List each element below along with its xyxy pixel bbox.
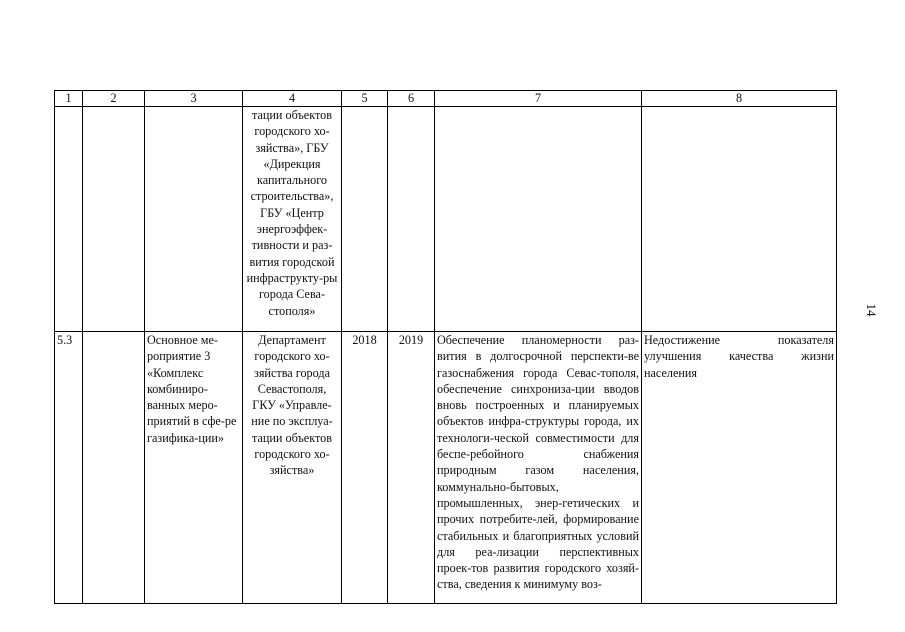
item-number-cell: 5.3 (55, 332, 83, 604)
cell-empty (55, 107, 83, 332)
header-cell-3: 3 (145, 91, 243, 107)
table-row (55, 107, 837, 332)
header-cell-7: 7 (435, 91, 642, 107)
header-cell-4: 4 (243, 91, 342, 107)
start-year-cell: 2018 (342, 332, 388, 604)
page-number: 14 (864, 303, 879, 317)
header-cell-5: 5 (342, 91, 388, 107)
cell-empty (642, 107, 837, 332)
consequences-cell: Недостижение показателя улучшения качества жизни населения (642, 332, 837, 604)
cell-empty (83, 332, 145, 604)
cell-empty (83, 107, 145, 332)
header-cell-2: 2 (83, 91, 145, 107)
header-cell-1: 1 (55, 91, 83, 107)
cell-empty (342, 107, 388, 332)
cell-empty (388, 107, 435, 332)
table-row (55, 332, 837, 604)
header-cell-6: 6 (388, 91, 435, 107)
end-year-cell: 2019 (388, 332, 435, 604)
cell-empty (145, 107, 243, 332)
cell-empty (435, 107, 642, 332)
program-table (54, 90, 837, 604)
header-cell-8: 8 (642, 91, 837, 107)
measure-name-cell: Основное ме-роприятие 3 «Комплекс комбиниро-ванных меро-приятий в сфе-ре газифика-ции» (145, 332, 243, 604)
executors-cell: Департамент городского хо-зяйства города Севастополя, ГКУ «Управле-ние по эксплуа-тации объектов городского хо-зяйства» (243, 332, 342, 604)
header-row (55, 91, 837, 107)
expected-result-cell: Обеспечение планомерности раз-вития в долгосрочной перспекти-ве газоснабжения города Севас-тополя, обеспечение синхрониза-ции вводов вновь построенных и планируемых объектов инфра-структуры города, их технологи-ческой совместимости для беспе-ребойного снабжения природным газом населения, коммунально-бытовых, промышленных, энер-гетических и прочих потребите-лей, формирование стабильных и благоприятных условий для реа-лизации перспективных проек-тов развития городского хозяй-ства, сведения к минимуму воз- (435, 332, 642, 604)
executors-cell: тации объектов городского хо-зяйства», ГБУ «Дирекция капитального строительства», ГБУ «Центр энергоэффек-тивности и раз-вития городской инфраструкту-ры города Сева-стополя» (243, 107, 342, 332)
